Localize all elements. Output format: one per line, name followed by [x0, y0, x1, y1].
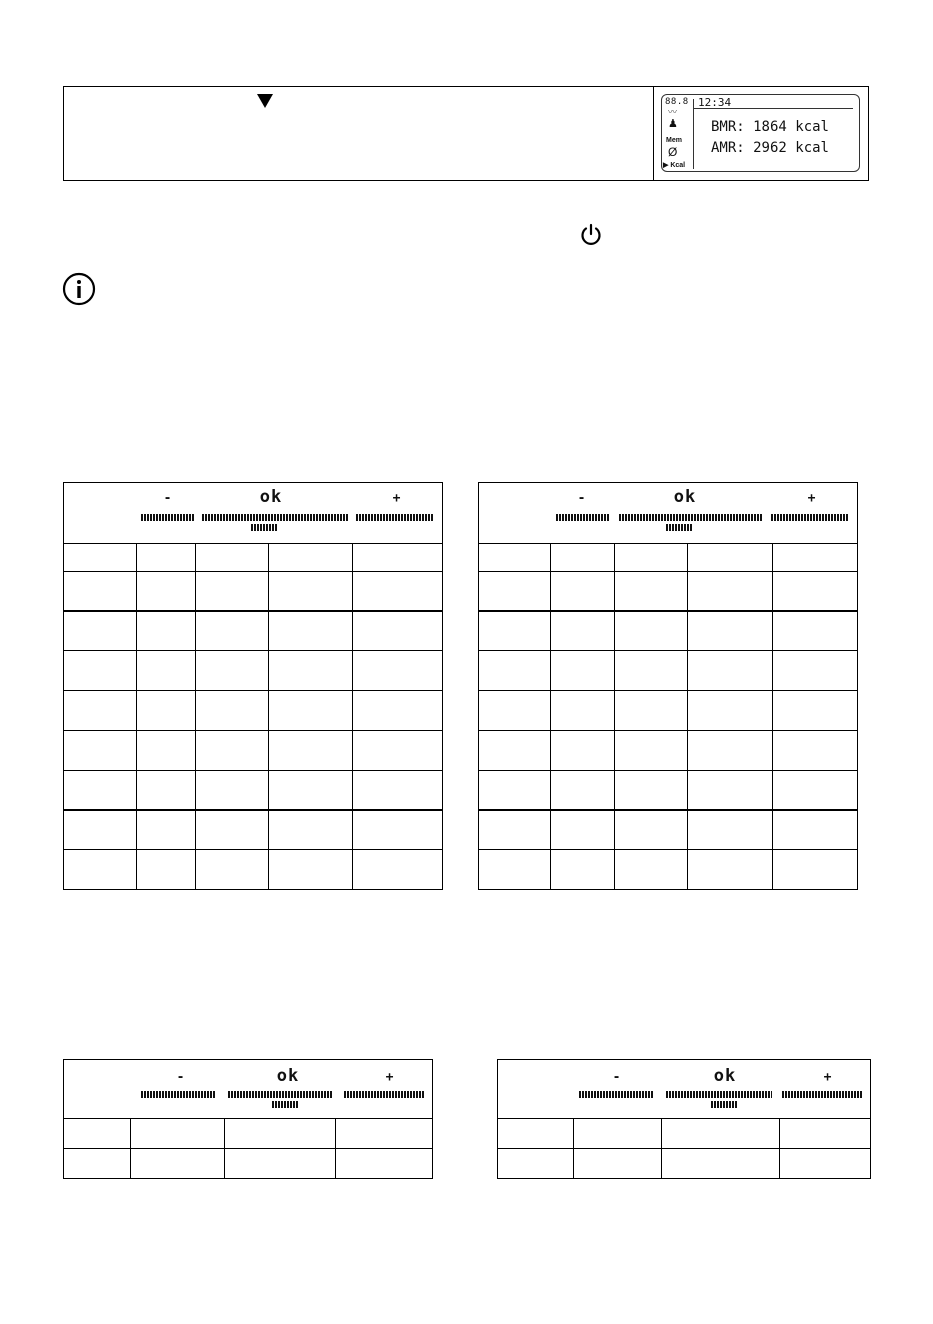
scale-low-label: -	[612, 1070, 622, 1085]
scale-ok-label: ok	[276, 1066, 300, 1086]
scale-low-label: -	[176, 1070, 186, 1085]
lcd-mem-label: Mem	[666, 137, 682, 144]
scale-bar-high	[771, 514, 849, 521]
scale-indicator	[711, 1101, 737, 1108]
scale-high-label: +	[807, 491, 817, 506]
box-divider	[653, 87, 654, 180]
lcd-kcal-label: ▶ Kcal	[663, 162, 686, 169]
instruction-box	[63, 86, 869, 181]
scale-bar-high	[782, 1091, 862, 1098]
scale-bar-low	[556, 514, 609, 521]
scale-indicator	[251, 524, 277, 531]
power-icon	[578, 222, 604, 248]
lcd-bmr: BMR: 1864 kcal	[710, 119, 829, 135]
lcd-code: 88.8	[665, 97, 689, 107]
scale-bar-ok	[666, 1091, 772, 1098]
lcd-display	[661, 94, 860, 172]
reference-table-4	[497, 1059, 871, 1179]
reference-table-1	[63, 482, 443, 890]
scale-indicator	[666, 524, 692, 531]
scale-bar-high	[344, 1091, 424, 1098]
lcd-time: 12:34	[698, 96, 732, 109]
lcd-amr: AMR: 2962 kcal	[710, 140, 829, 156]
reference-table-3	[63, 1059, 433, 1179]
scale-ok-label: ok	[259, 487, 283, 507]
scale-ok-label: ok	[713, 1066, 737, 1086]
scale-bar-low	[579, 1091, 653, 1098]
person-icon: ♟	[668, 118, 678, 130]
table-header	[479, 483, 858, 544]
info-icon	[62, 272, 96, 306]
reference-table-2	[478, 482, 858, 890]
scale-high-label: +	[823, 1070, 833, 1085]
scale-bar-low	[141, 514, 194, 521]
scale-low-label: -	[577, 491, 587, 506]
scale-bar-ok	[619, 514, 762, 521]
scale-bar-ok	[228, 1091, 333, 1098]
scale-ok-label: ok	[673, 487, 697, 507]
scale-indicator	[272, 1101, 298, 1108]
scale-high-label: +	[385, 1070, 395, 1085]
table-header	[498, 1060, 871, 1119]
average-icon: Ø	[668, 145, 678, 159]
scale-bar-low	[141, 1091, 215, 1098]
scale-low-label: -	[163, 491, 173, 506]
table-header	[64, 1060, 433, 1119]
down-arrow-icon	[257, 94, 273, 108]
scale-bar-high	[356, 514, 434, 521]
scale-high-label: +	[392, 491, 402, 506]
scale-bar-ok	[202, 514, 348, 521]
table-header	[64, 483, 443, 544]
wave-icon: 〰	[668, 107, 678, 117]
